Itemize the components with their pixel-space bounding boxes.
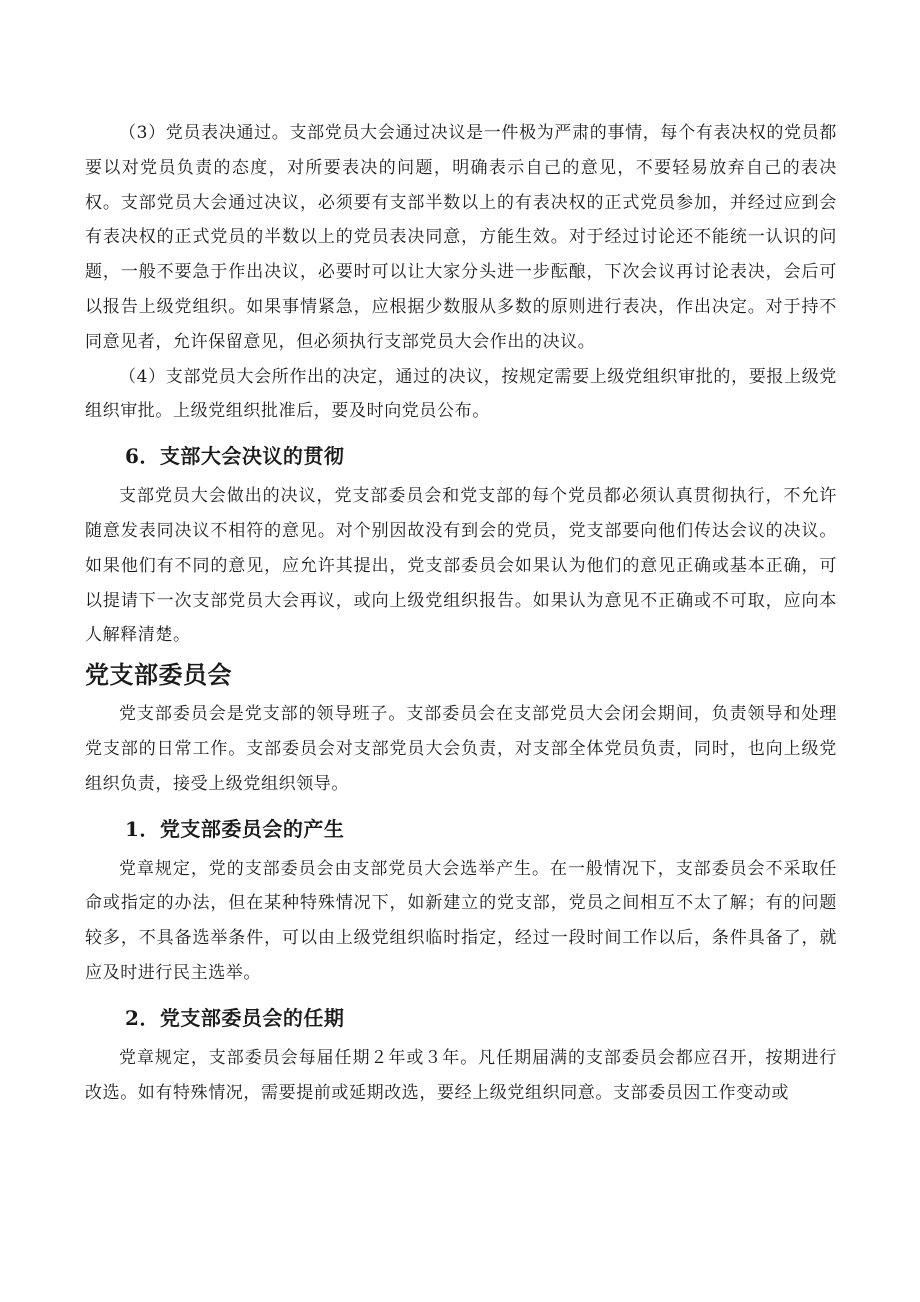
heading-resolution-implementation: 6．支部大会决议的贯彻 — [125, 444, 345, 469]
heading-committee-formation: 1．党支部委员会的产生 — [125, 816, 345, 841]
paragraph-resolution-implementation: 支部党员大会做出的决议，党支部委员会和党支部的每个党员都必须认真贯彻执行，不允许随意发表同决议不相符的意见。对个别因故没有到会的党员，党支部要向他们传达会议的决议。如果他们有不同的意见，应允许其提出，党支部委员会如果认为他们的意见正确或基本正确，可以提请下一次支部党员大会再议，或向上级党组织报告。如果认为意见不正确或不可取，应向本人解释清楚。 — [85, 486, 837, 646]
paragraph-committee-intro: 党支部委员会是党支部的领导班子。支部委员会在支部党员大会闭会期间，负责领导和处理党支部的日常工作。支部委员会对支部党员大会负责，对支部全体党员负责，同时，也向上级党组织负责，接受上级党组织领导。 — [85, 704, 837, 794]
section-title-branch-committee: 党支部委员会 — [85, 661, 232, 690]
paragraph-party-vote: （3）党员表决通过。支部党员大会通过决议是一件极为严肃的事情，每个有表决权的党员都要以对党员负责的态度，对所要表决的问题，明确表示自己的意见，不要轻易放弃自己的表决权。支部党员大会通过决议，必须要有支部半数以上的有表决权的正式党员参加，并经过应到会有表决权的正式党员的半数以上的党员表决同意，方能生效。对于经过讨论还不能统一认识的问题，一般不要急于作出决议，必要时可以让大家分头进一步酝酿，下次会议再讨论表决，会后可以报告上级党组织。如果事情紧急，应根据少数服从多数的原则进行表决，作出决定。对于持不同意见者，允许保留意见，但必须执行支部党员大会作出的决议。 — [85, 123, 837, 352]
document-body — [85, 116, 837, 1110]
paragraph-committee-formation: 党章规定，党的支部委员会由支部党员大会选举产生。在一般情况下，支部委员会不采取任命或指定的办法，但在某种特殊情况下，如新建立的党支部，党员之间相互不太了解；有的问题较多，不具备选举条件，可以由上级党组织临时指定，经过一段时间工作以后，条件具备了，就应及时进行民主选举。 — [85, 858, 837, 983]
paragraph-approval: （4）支部党员大会所作出的决定，通过的决议，按规定需要上级党组织审批的，要报上级党组织审批。上级党组织批准后，要及时向党员公布。 — [85, 366, 837, 422]
paragraph-committee-term: 党章规定，支部委员会每届任期２年或３年。凡任期届满的支部委员会都应召开，按期进行改选。如有特殊情况，需要提前或延期改选，要经上级党组织同意。支部委员因工作变动或 — [85, 1047, 837, 1103]
heading-committee-term: 2．党支部委员会的任期 — [125, 1005, 345, 1030]
